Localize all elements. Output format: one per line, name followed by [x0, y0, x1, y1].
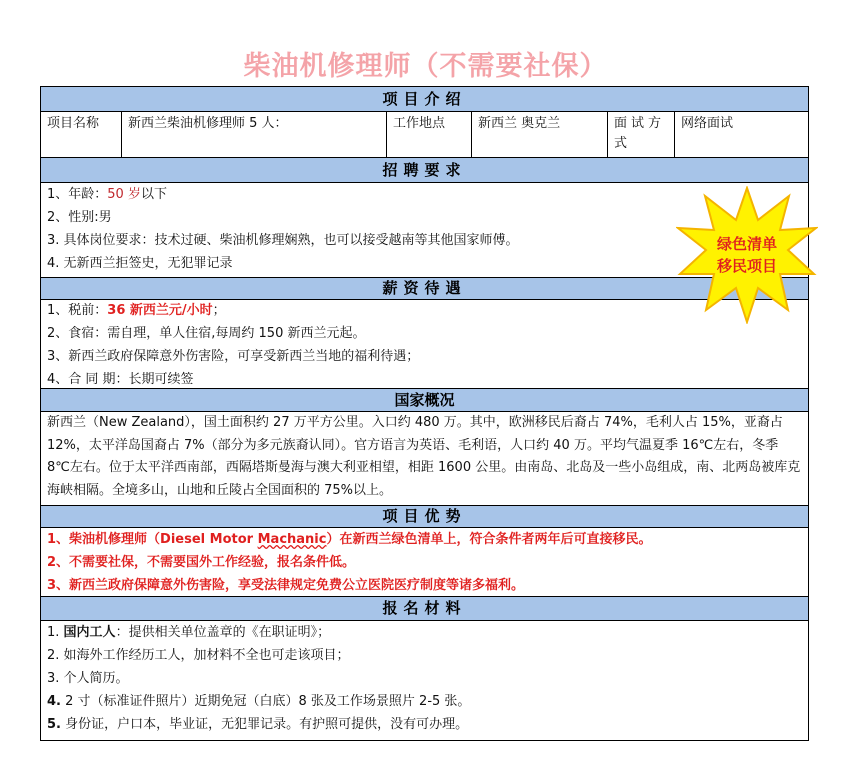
interview-method-label: 面试方式	[608, 112, 675, 157]
project-name-label: 项目名称	[41, 112, 122, 157]
section-recruit-header: 招聘要求	[41, 158, 808, 183]
section-country-header: 国家概况	[41, 389, 808, 412]
advantage-3: 3、新西兰政府保障意外伤害险，享受法律规定免费公立医院医疗制度等诸多福利。	[47, 578, 525, 593]
country-description: 新西兰（New Zealand），国土面积约 27 万平方公里。入口约 480 万。其中，欧洲移民后裔占 74%，毛利人占 15%，亚裔占 12%，太平洋岛国裔占 7%（部分为多元族裔认同）。官方语言为英语、毛利语，人口约 40 万。平均气温夏季 16℃左右，冬季 8℃左右。位于太平洋西南部，西隔塔斯曼海与澳大利亚相望，相距 1600 公里。由南岛、北岛及一些小岛组成，南、北两岛被库克海峡相隔。全境多山，山地和丘陵占全国面积的 75%以上。	[47, 415, 801, 498]
badge-line-1: 绿色清单	[716, 235, 778, 253]
material-1: 1. 国内工人：提供相关单位盖章的《在职证明》；	[47, 625, 331, 640]
work-location-label: 工作地点	[387, 112, 472, 157]
country-block	[41, 412, 808, 506]
recruit-job: 3. 具体岗位要求：技术过硬、柴油机修理娴熟，也可以接受越南等其他国家师傅。	[47, 233, 519, 248]
project-table	[40, 86, 809, 741]
salary-pay: 1、税前：36 新西兰元/小时；	[47, 303, 226, 318]
material-5: 5. 身份证，户口本，毕业证，无犯罪记录。有护照可提供，没有可办理。	[47, 717, 469, 732]
material-3: 3. 个人简历。	[47, 671, 129, 686]
recruit-refusal: 4. 无新西兰拒签史，无犯罪记录	[47, 256, 233, 271]
recruit-gender: 2、性别:男	[47, 210, 112, 225]
page-title: 柴油机修理师（不需要社保）	[243, 51, 608, 82]
advantage-1: 1、柴油机修理师（Diesel Motor Machanic）在新西兰绿色清单上，符合条件者两年后可直接移民。	[47, 532, 652, 547]
project-name-value: 新西兰柴油机修理师 5 人：	[122, 112, 387, 157]
material-2: 2. 如海外工作经历工人，加材料不全也可走该项目；	[47, 648, 350, 663]
intro-row	[41, 112, 808, 158]
section-intro-header: 项目介绍	[41, 87, 808, 112]
salary-insurance: 3、新西兰政府保障意外伤害险，可享受新西兰当地的福利待遇；	[47, 349, 420, 364]
work-location-value: 新西兰 奥克兰	[472, 112, 608, 157]
advantage-2: 2、不需要社保，不需要国外工作经验，报名条件低。	[47, 555, 356, 570]
section-salary-header: 薪资待遇	[41, 278, 808, 300]
recruit-age: 1、年龄：50 岁以下	[47, 187, 167, 202]
salary-contract: 4、合 同 期：长期可续签	[47, 372, 194, 387]
interview-method-value: 网络面试	[681, 116, 734, 131]
section-materials-header: 报名材料	[41, 597, 808, 621]
advantages-block	[41, 528, 808, 597]
materials-block	[41, 621, 808, 740]
green-list-badge	[676, 186, 818, 324]
salary-housing: 2、食宿：需自理，单人住宿,每周约 150 新西兰元起。	[47, 326, 366, 341]
badge-line-2: 移民项目	[716, 257, 778, 275]
material-4: 4. 2 寸（标准证件照片）近期免冠（白底）8 张及工作场景照片 2-5 张。	[47, 694, 471, 709]
section-advantages-header: 项目优势	[41, 506, 808, 528]
starburst-shape	[678, 188, 816, 322]
